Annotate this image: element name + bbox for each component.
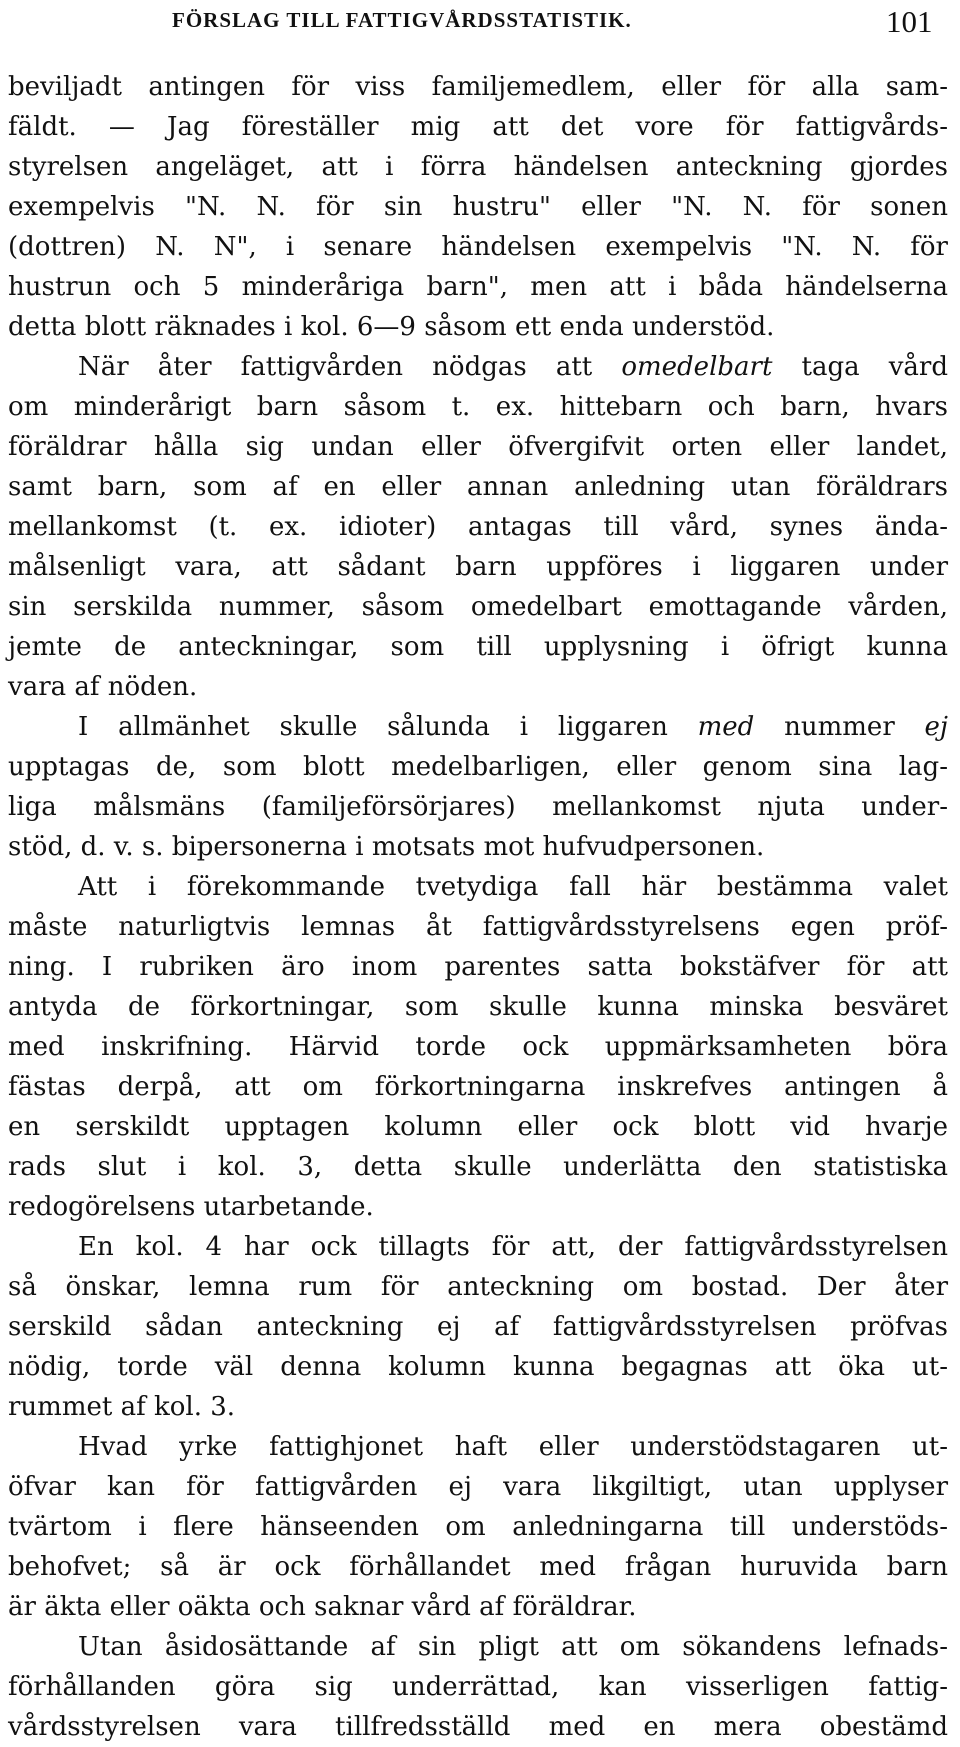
text-segment: Hvad yrke fattighjonet haft eller understödstagaren ut-: [78, 1432, 948, 1462]
text-segment: (dottren) N. N", i senare händelsen exempelvis "N. N. för: [8, 232, 948, 262]
text-segment: föräldrar hålla sig undan eller öfvergifvit orten eller landet,: [8, 432, 948, 462]
text-segment: exempelvis "N. N. för sin hustru" eller "N. N. för sonen: [8, 192, 948, 222]
text-segment: förhållanden göra sig underrättad, kan visserligen fattig-: [8, 1672, 948, 1702]
text-segment: vårdsstyrelsen vara tillfredsställd med en mera obestämd: [8, 1712, 948, 1742]
text-line: [0, 1187, 960, 1227]
text-segment: öfvar kan för fattigvården ej vara likgiltigt, utan upplyser: [8, 1472, 948, 1502]
page-header: [0, 0, 960, 60]
text-line: [0, 187, 960, 227]
text-segment: liga målsmäns (familjeförsörjares) mellankomst njuta under-: [8, 792, 948, 822]
text-line: [0, 1627, 960, 1667]
text-line: [0, 587, 960, 627]
text-line: [0, 267, 960, 307]
text-segment: en serskildt upptagen kolumn eller ock blott vid hvarje: [8, 1112, 948, 1142]
text-line: [0, 347, 960, 387]
text-segment: styrelsen angeläget, att i förra händelsen anteckning gjordes: [8, 152, 948, 182]
text-segment: jemte de anteckningar, som till upplysning i öfrigt kunna: [8, 632, 948, 662]
text-segment: beviljadt antingen för viss familjemedlem, eller för alla sam-: [8, 72, 948, 102]
page-number: 101: [886, 4, 933, 39]
text-segment: När åter fattigvården nödgas att: [78, 352, 622, 382]
text-segment: En kol. 4 har ock tillagts för att, der fattigvårdsstyrelsen: [78, 1232, 948, 1262]
text-line: [0, 227, 960, 267]
text-line: [0, 1547, 960, 1587]
text-line: [0, 1587, 960, 1627]
emphasized-text: ej: [924, 712, 948, 742]
text-segment: behofvet; så är ock förhållandet med frågan huruvida barn: [8, 1552, 948, 1582]
text-line: [0, 1427, 960, 1467]
text-segment: fäldt. — Jag föreställer mig att det vore för fattigvårds-: [8, 112, 948, 142]
text-line: [0, 787, 960, 827]
text-line: [0, 907, 960, 947]
text-segment: ning. I rubriken äro inom parentes satta bokstäfver för att: [8, 952, 948, 982]
text-line: [0, 1307, 960, 1347]
text-segment: upptagas de, som blott medelbarligen, eller genom sina lag-: [8, 752, 948, 782]
text-segment: hustrun och 5 minderåriga barn", men att i båda händelserna: [8, 272, 948, 302]
emphasized-text: omedelbart: [621, 352, 773, 382]
text-line: [0, 1067, 960, 1107]
text-segment: taga vård: [772, 352, 948, 382]
text-segment: redogörelsens utarbetande.: [8, 1192, 374, 1222]
text-line: [0, 1707, 960, 1747]
text-segment: med inskrifning. Härvid torde ock uppmärksamheten böra: [8, 1032, 948, 1062]
text-segment: tvärtom i flere hänseenden om anledningarna till understöds-: [8, 1512, 948, 1542]
text-segment: så önskar, lemna rum för anteckning om bostad. Der åter: [8, 1272, 948, 1302]
text-segment: mellankomst (t. ex. idioter) antagas till vård, synes ända-: [8, 512, 948, 542]
text-line: [0, 387, 960, 427]
text-line: [0, 107, 960, 147]
text-line: [0, 1387, 960, 1427]
text-line: [0, 467, 960, 507]
text-line: [0, 667, 960, 707]
text-segment: serskild sådan anteckning ej af fattigvårdsstyrelsen pröfvas: [8, 1312, 948, 1342]
text-line: [0, 947, 960, 987]
running-title: FÖRSLAG TILL FATTIGVÅRDSSTATISTIK.: [172, 8, 632, 32]
text-line: [0, 1147, 960, 1187]
text-line: [0, 547, 960, 587]
text-line: [0, 147, 960, 187]
emphasized-text: med: [697, 712, 755, 742]
text-segment: rummet af kol. 3.: [8, 1392, 236, 1422]
text-segment: I allmänhet skulle sålunda i liggaren: [78, 712, 698, 742]
text-line: [0, 1667, 960, 1707]
text-segment: detta blott räknades i kol. 6—9 såsom ett enda understöd.: [8, 312, 775, 342]
text-line: [0, 1347, 960, 1387]
text-line: [0, 867, 960, 907]
text-segment: Att i förekommande tvetydiga fall här bestämma valet: [78, 872, 948, 902]
text-line: [0, 707, 960, 747]
text-line: [0, 427, 960, 467]
text-segment: vara af nöden.: [8, 672, 198, 702]
text-segment: samt barn, som af en eller annan anledning utan föräldrars: [8, 472, 948, 502]
text-line: [0, 67, 960, 107]
text-segment: är äkta eller oäkta och saknar vård af föräldrar.: [8, 1592, 637, 1622]
text-segment: nummer: [754, 712, 925, 742]
text-line: [0, 1467, 960, 1507]
text-line: [0, 1227, 960, 1267]
text-line: [0, 1027, 960, 1067]
text-segment: måste naturligtvis lemnas åt fattigvårdsstyrelsens egen pröf-: [8, 912, 948, 942]
text-line: [0, 307, 960, 347]
text-segment: antyda de förkortningar, som skulle kunna minska besväret: [8, 992, 948, 1022]
text-segment: nödig, torde väl denna kolumn kunna begagnas att öka ut-: [8, 1352, 948, 1382]
text-segment: sin serskilda nummer, såsom omedelbart emottagande vården,: [8, 592, 948, 622]
text-segment: målsenligt vara, att sådant barn uppföres i liggaren under: [8, 552, 948, 582]
text-segment: Utan åsidosättande af sin pligt att om sökandens lefnads-: [78, 1632, 948, 1662]
text-line: [0, 627, 960, 667]
text-line: [0, 1507, 960, 1547]
body-text: [0, 67, 960, 1747]
text-line: [0, 507, 960, 547]
text-segment: fästas derpå, att om förkortningarna inskrefves antingen å: [8, 1072, 948, 1102]
text-segment: om minderårigt barn såsom t. ex. hittebarn och barn, hvars: [8, 392, 948, 422]
text-segment: stöd, d. v. s. bipersonerna i motsats mot hufvudpersonen.: [8, 832, 765, 862]
text-line: [0, 747, 960, 787]
text-line: [0, 1267, 960, 1307]
text-line: [0, 1107, 960, 1147]
text-line: [0, 827, 960, 867]
text-segment: rads slut i kol. 3, detta skulle underlätta den statistiska: [8, 1152, 948, 1182]
text-line: [0, 987, 960, 1027]
